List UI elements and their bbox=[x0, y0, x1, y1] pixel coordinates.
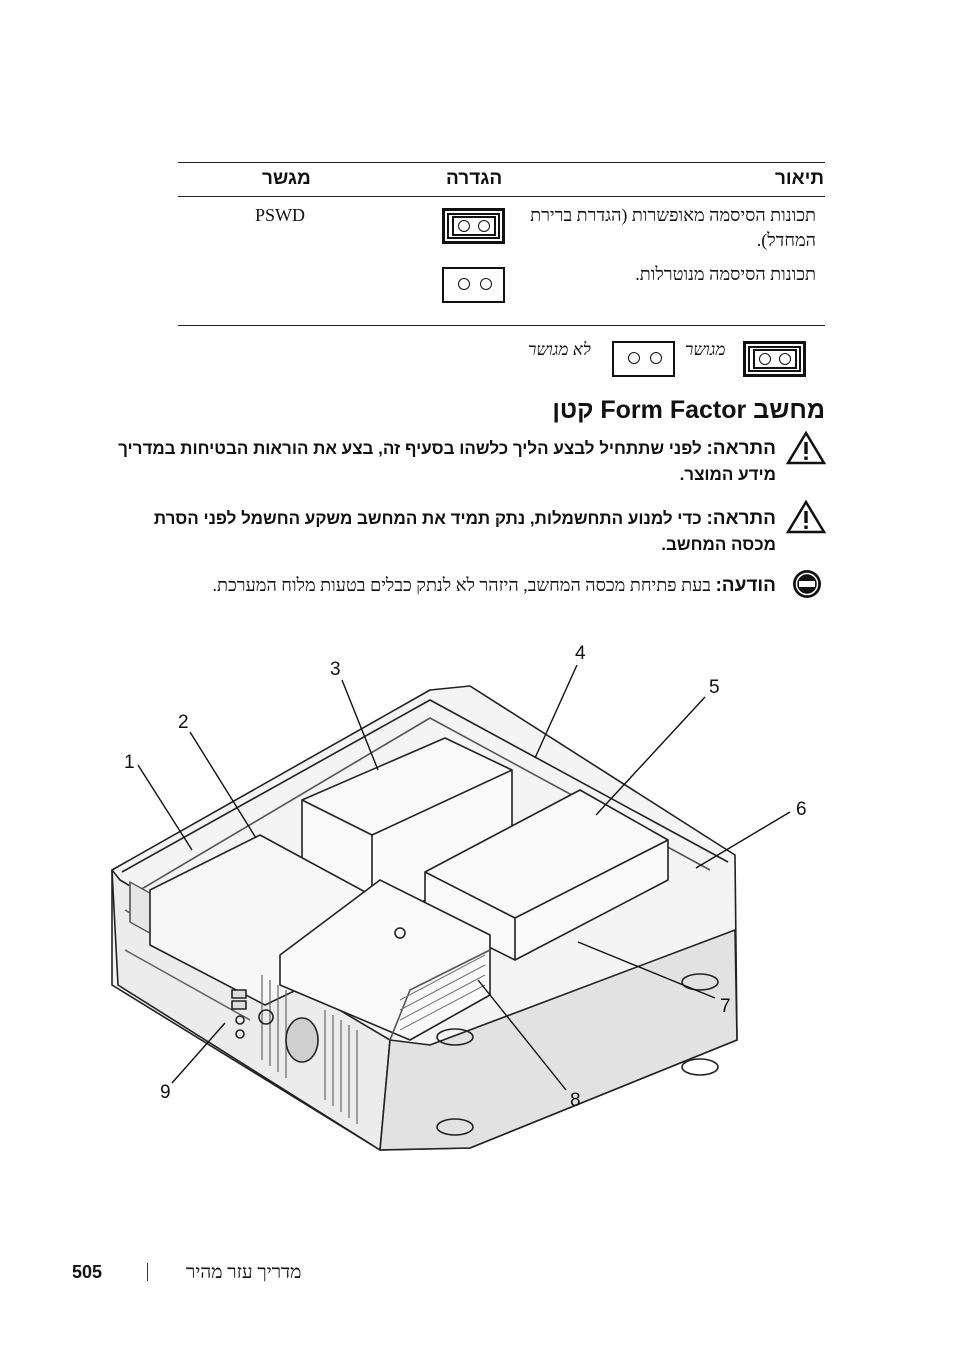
caution-label: התראה: bbox=[706, 438, 776, 459]
footer-title: מדריך עזר מהיר bbox=[186, 1262, 302, 1283]
notice-circle-icon bbox=[791, 568, 823, 600]
legend-unjumpered-icon bbox=[612, 341, 675, 377]
header-description: תיאור bbox=[774, 168, 824, 189]
jumper-name: PSWD bbox=[255, 205, 306, 225]
legend-jumpered-icon bbox=[743, 341, 806, 377]
caution-label: התראה: bbox=[706, 508, 776, 529]
caution-notice-1 bbox=[116, 436, 776, 488]
callout-4: 4 bbox=[575, 643, 586, 664]
section-heading: מחשב Form Factor קטן bbox=[552, 396, 825, 424]
callout-1: 1 bbox=[124, 752, 135, 773]
jumper-unjumpered-icon bbox=[442, 267, 505, 303]
header-jumper: מגשר bbox=[262, 168, 311, 189]
computer-interior-diagram bbox=[100, 640, 840, 1160]
caution-triangle-icon bbox=[785, 430, 827, 466]
legend-unjumpered-label: לא מגושר bbox=[528, 340, 591, 359]
callout-8: 8 bbox=[570, 1090, 581, 1111]
notice-label: הודעה: bbox=[715, 575, 776, 596]
callout-3: 3 bbox=[330, 659, 341, 680]
table-top-rule bbox=[178, 162, 825, 163]
page-number: 505 bbox=[72, 1262, 103, 1282]
callout-5: 5 bbox=[709, 677, 720, 698]
callout-7: 7 bbox=[720, 996, 731, 1017]
caution-text: כדי למנוע התחשמלות, נתק תמיד את המחשב משקע החשמל לפני הסרת מכסה המחשב. bbox=[153, 509, 776, 554]
notice-text: בעת פתיחת מכסה המחשב, היזהר לא לנתק כבלים בטעות מלוח המערכת. bbox=[212, 575, 711, 595]
jumper-jumpered-icon bbox=[442, 208, 505, 244]
table-header-rule bbox=[178, 196, 825, 197]
footer-divider bbox=[147, 1263, 148, 1281]
row2-description: תכונות הסיסמה מנוטרלות. bbox=[635, 264, 816, 284]
callout-6: 6 bbox=[796, 799, 807, 820]
table-bottom-rule bbox=[178, 325, 825, 326]
caution-text: לפני שתתחיל לבצע הליך כלשהו בסעיף זה, בצע את הוראות הבטיחות במדריך מידע המוצר. bbox=[118, 439, 776, 484]
callout-9: 9 bbox=[160, 1082, 171, 1103]
callout-2: 2 bbox=[178, 712, 189, 733]
legend-jumpered-label: מגושר bbox=[685, 340, 726, 359]
caution-notice-2 bbox=[116, 506, 776, 558]
row1-description: תכונות הסיסמה מאופשרות (הגדרת ברירת המחדל). bbox=[530, 205, 816, 250]
notice-message bbox=[96, 572, 776, 599]
header-setting: הגדרה bbox=[446, 168, 503, 189]
caution-triangle-icon bbox=[785, 499, 827, 535]
